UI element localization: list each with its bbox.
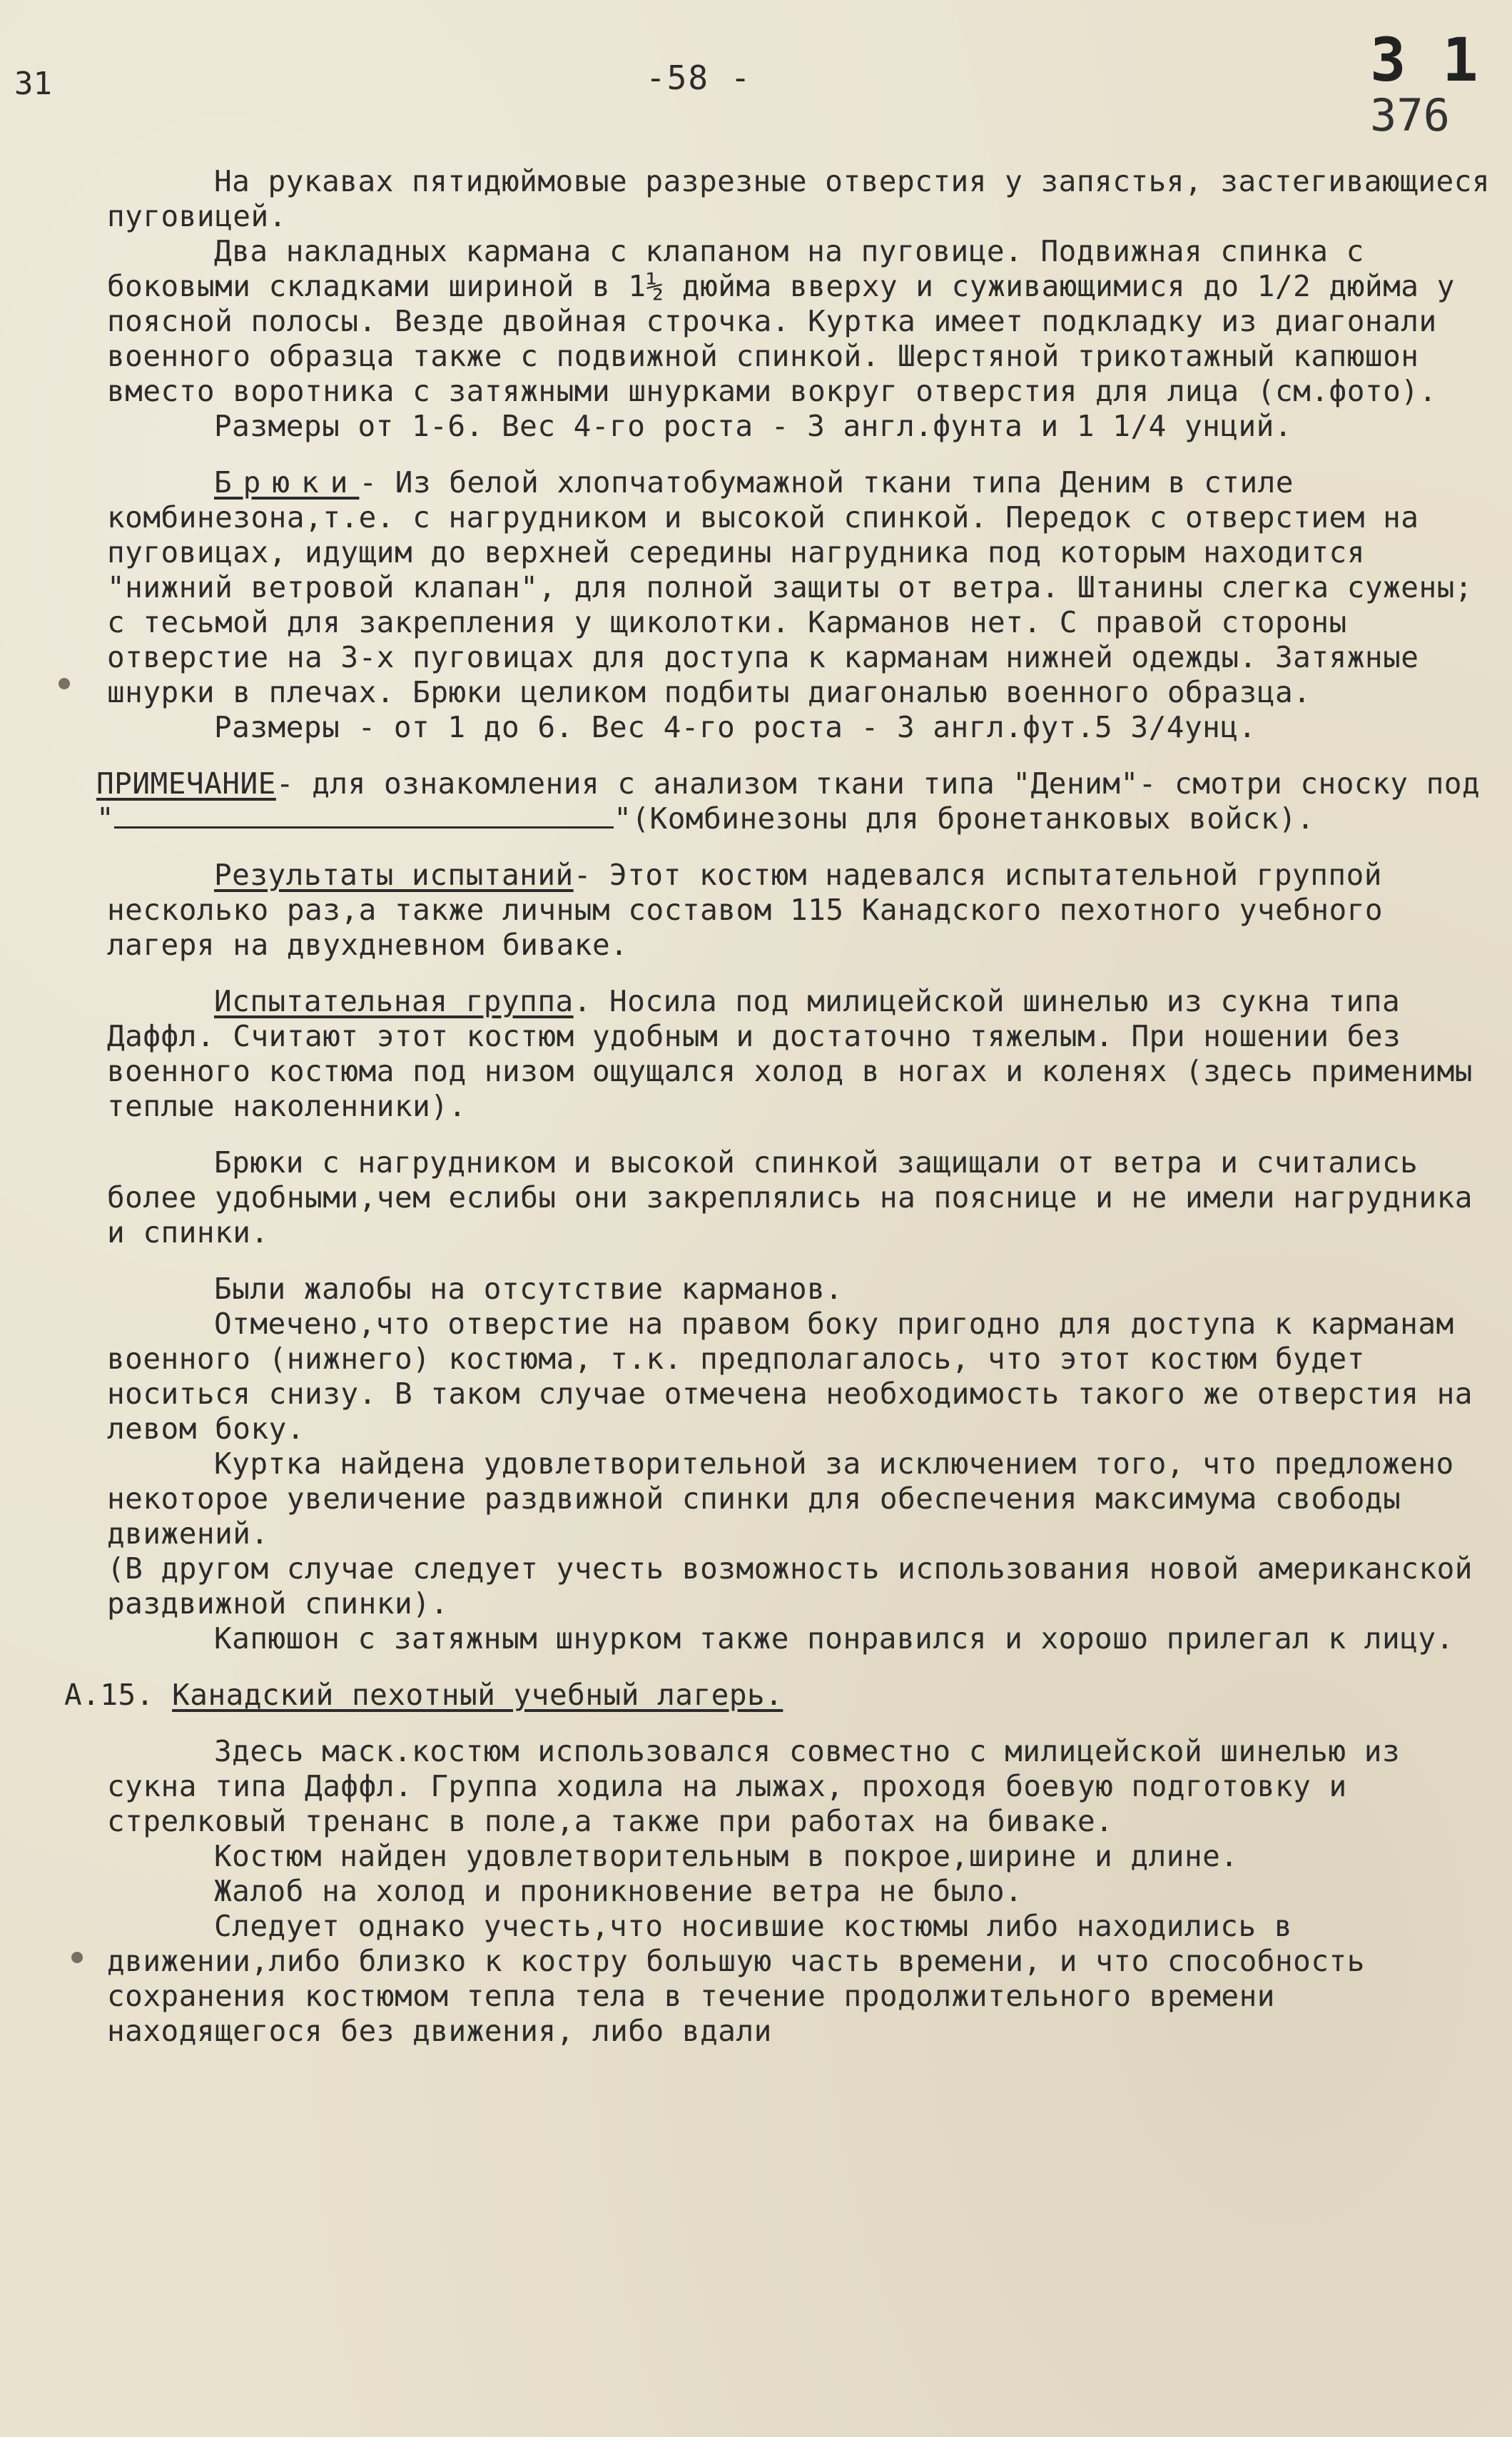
margin-number: 31 xyxy=(14,66,52,102)
paragraph: Куртка найдена удовлетворительной за исключением того, что предложено некоторое увеличение раздвижной спинки для обеспечения максимума свободы движений. xyxy=(107,1447,1472,1551)
paragraph: На рукавах пятидюймовые разрезные отверстия у запястья, застегивающиеся пуговицей. xyxy=(107,164,1508,233)
paragraph-test-group xyxy=(107,984,1498,1124)
results-heading: Результаты испытаний xyxy=(214,858,574,892)
paragraph: Костюм найден удовлетворительным в покрое,ширине и длине. xyxy=(214,1839,1239,1873)
blank-line xyxy=(114,806,614,829)
paragraph: Жалоб на холод и проникновение ветра не было. xyxy=(214,1874,1023,1908)
archive-sheet-number: 376 xyxy=(1370,89,1450,141)
paragraph: Следует однако учесть,что носившие костюмы либо находились в движении,либо близко к костру большую часть времени, и что способность сохранения костюмом тепла тела в течение продолжительного времени находящегося без движения, либо вдали xyxy=(107,1909,1384,2048)
archive-stamp-number: 3 1 xyxy=(1370,25,1478,95)
section-heading xyxy=(64,1678,1498,1713)
page-number: -58 - xyxy=(646,59,752,97)
section-number: А.15. xyxy=(64,1678,154,1712)
paragraph: (В другом случае следует учесть возможность использования новой американской раздвижной спинки). xyxy=(107,1551,1491,1621)
punch-hole xyxy=(71,1952,83,1963)
paragraph-results xyxy=(107,858,1498,963)
results-text: - Этот костюм надевался испытательной группой несколько раз,а также личным составом 115 Канадского пехотного учебного лагеря на двухдневном биваке. xyxy=(107,858,1401,962)
paragraph: Размеры от 1-6. Вес 4-го роста - 3 англ.фунта и 1 1/4 унций. xyxy=(214,409,1293,443)
paragraph-note xyxy=(96,766,1498,836)
paragraph: Были жалобы на отсутствие карманов. xyxy=(214,1272,843,1306)
paragraph: Здесь маск.костюм использовался совместно с милицейской шинелью из сукна типа Даффл. Группа ходила на лыжах, проходя боевую подготовку и стрелковый тренанс в поле,а также при работах на биваке. xyxy=(107,1734,1419,1838)
trousers-text: - Из белой хлопчатобумажной ткани типа Деним в стиле комбинезона,т.е. с нагрудником и высокой спинкой. Передок с отверстием на пуговицах, идущим до верхней середины нагрудника под которым находится "нижний ветровой клапан", для полной защиты от ветра. Штанины слегка сужены; с тесьмой для закрепления у щиколотки. Карманов нет. С правой стороны отверстие на 3-х пуговицах для доступа к карманам нижней одежды. Затяжные шнурки в плечах. Брюки целиком подбиты диагональю военного образца. xyxy=(107,465,1491,709)
paragraph: Размеры - от 1 до 6. Вес 4-го роста - 3 англ.фут.5 3/4унц. xyxy=(214,710,1257,744)
punch-hole xyxy=(59,678,70,689)
paragraph: Капюшон с затяжным шнурком также понравился и хорошо прилегал к лицу. xyxy=(214,1621,1454,1656)
paragraph: Брюки с нагрудником и высокой спинкой защищали от ветра и считались более удобными,чем еслибы они закреплялись на пояснице и не имели нагрудника и спинки. xyxy=(107,1145,1491,1250)
note-heading: ПРИМЕЧАНИЕ xyxy=(96,766,276,801)
test-group-heading: Испытательная группа xyxy=(214,984,574,1018)
section-title: Канадский пехотный учебный лагерь. xyxy=(172,1678,783,1712)
typed-text-body xyxy=(64,164,1508,2049)
note-text-after: "(Комбинезоны для бронетанковых войск). xyxy=(614,801,1315,836)
paragraph: Два накладных кармана с клапаном на пуговице. Подвижная спинка с боковыми складками шириной в 1½ дюйма вверху и суживающимися до 1/2 дюйма у поясной полосы. Везде двойная строчка. Куртка имеет подкладку из диагонали военного образца также с подвижной спинкой. Шерстяной трикотажный капюшон вместо воротника с затяжными шнурками вокруг отверстия для лица (см.фото). xyxy=(107,234,1473,408)
paragraph: Отмечено,что отверстие на правом боку пригодно для доступа к карманам военного (нижнего) костюма, т.к. предполагалось, что этот костюм будет носиться снизу. В таком случае отмечена необходимость такого же отверстия на левом боку. xyxy=(107,1307,1491,1446)
paragraph-trousers xyxy=(107,465,1498,710)
note-text: - для ознакомления с анализом ткани типа "Деним"- смотри сноску под " xyxy=(96,766,1498,836)
test-group-text: . Носила под милицейской шинелью из сукна типа Даффл. Считают этот костюм удобным и достаточно тяжелым. При ношении без военного костюма под низом ощущался холод в ногах и коленях (здесь применимы теплые наколенники). xyxy=(107,984,1491,1123)
trousers-heading: Брюки xyxy=(214,465,360,500)
